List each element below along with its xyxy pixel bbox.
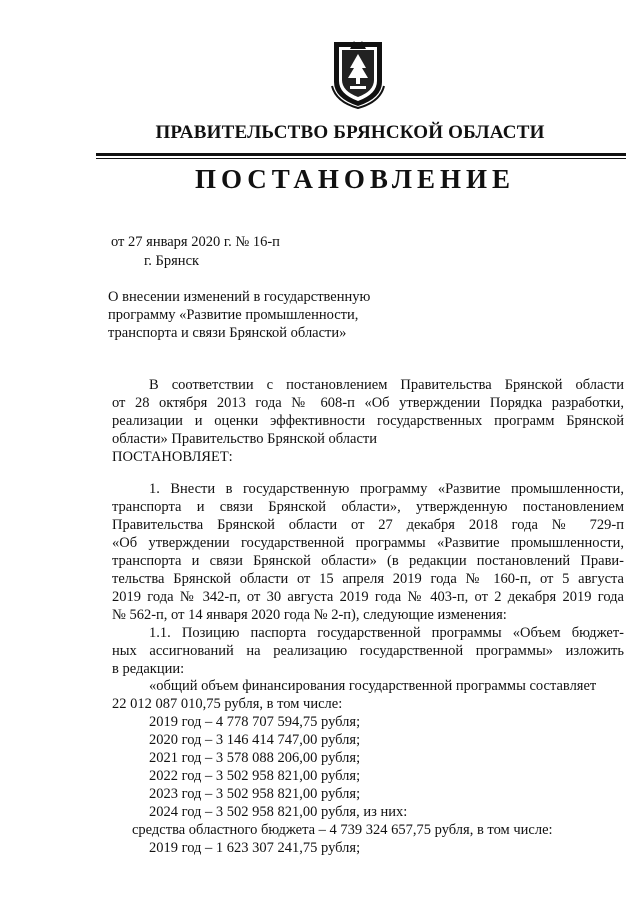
year-line: 2023 год – 3 502 958 821,00 рубля; xyxy=(149,786,361,802)
item-1 xyxy=(112,480,624,624)
item-1-1-line: ных ассигнований на реализацию государственной программы» изложить xyxy=(112,643,624,659)
item-1-line: № 562-п, от 14 января 2020 года № 2-п), следующие изменения: xyxy=(112,607,507,623)
preamble-line: области» Правительство Брянской области xyxy=(112,431,377,447)
year-line: 2024 год – 3 502 958 821,00 рубля, из них: xyxy=(149,804,408,820)
preamble-line: реализации и оценки эффективности государственных программ Брянской xyxy=(112,413,624,429)
quote-line: «общий объем финансирования государственной программы составляет xyxy=(149,678,597,694)
government-title: ПРАВИТЕЛЬСТВО БРЯНСКОЙ ОБЛАСТИ xyxy=(155,122,545,143)
header-rule-thick xyxy=(96,153,626,156)
item-1-line: транспорта и связи Брянской области», утвержденную постановлением xyxy=(112,499,624,515)
funding-quote xyxy=(112,677,624,857)
year-line: 2020 год – 3 146 414 747,00 рубля; xyxy=(149,732,361,748)
coat-of-arms-emblem xyxy=(330,36,386,110)
document-date-number: от 27 января 2020 г. № 16-п xyxy=(111,234,280,250)
item-1-line: 2019 года № 342-п, от 30 августа 2019 года № 403-п, от 2 декабря 2019 года xyxy=(112,589,624,605)
year-line: 2022 год – 3 502 958 821,00 рубля; xyxy=(149,768,361,784)
subject-line: транспорта и связи Брянской области» xyxy=(108,325,347,341)
quote-line: 22 012 087 010,75 рубля, в том числе: xyxy=(112,696,343,712)
year-line: 2021 год – 3 578 088 206,00 рубля; xyxy=(149,750,361,766)
subject-line: программу «Развитие промышленности, xyxy=(108,307,359,323)
preamble-line: В соответствии с постановлением Правительства Брянской области xyxy=(149,377,624,393)
item-1-line: Правительства Брянской области от 27 декабря 2018 года № 729-п xyxy=(112,517,624,533)
regional-year-line: 2019 год – 1 623 307 241,75 рубля; xyxy=(149,840,361,856)
item-1-1-line: 1.1. Позицию паспорта государственной программы «Объем бюджет- xyxy=(149,625,624,641)
preamble-line: от 28 октября 2013 года № 608-п «Об утверждении Порядка разработки, xyxy=(112,395,624,411)
item-1-line: 1. Внести в государственную программу «Развитие промышленности, xyxy=(149,481,624,497)
item-1-line: «Об утверждении государственной программы «Развитие промышленности, xyxy=(112,535,624,551)
document-subject xyxy=(108,288,370,342)
preamble xyxy=(112,376,624,466)
item-1-1 xyxy=(112,624,624,678)
preamble-decision: ПОСТАНОВЛЯЕТ: xyxy=(112,449,233,465)
regional-budget-line: средства областного бюджета – 4 739 324 657,75 рубля, в том числе: xyxy=(132,822,553,838)
subject-line: О внесении изменений в государственную xyxy=(108,289,371,305)
header-rule-thin xyxy=(96,158,626,159)
item-1-1-line: в редакции: xyxy=(112,661,185,677)
document-type-title: ПОСТАНОВЛЕНИЕ xyxy=(194,164,516,194)
item-1-line: тельства Брянской области от 15 апреля 2019 года № 160-п, от 5 августа xyxy=(112,571,624,587)
document-city: г. Брянск xyxy=(144,253,200,269)
item-1-line: транспорта и связи Брянской области» (в редакции постановлений Прави- xyxy=(112,553,624,569)
year-line: 2019 год – 4 778 707 594,75 рубля; xyxy=(149,714,361,730)
